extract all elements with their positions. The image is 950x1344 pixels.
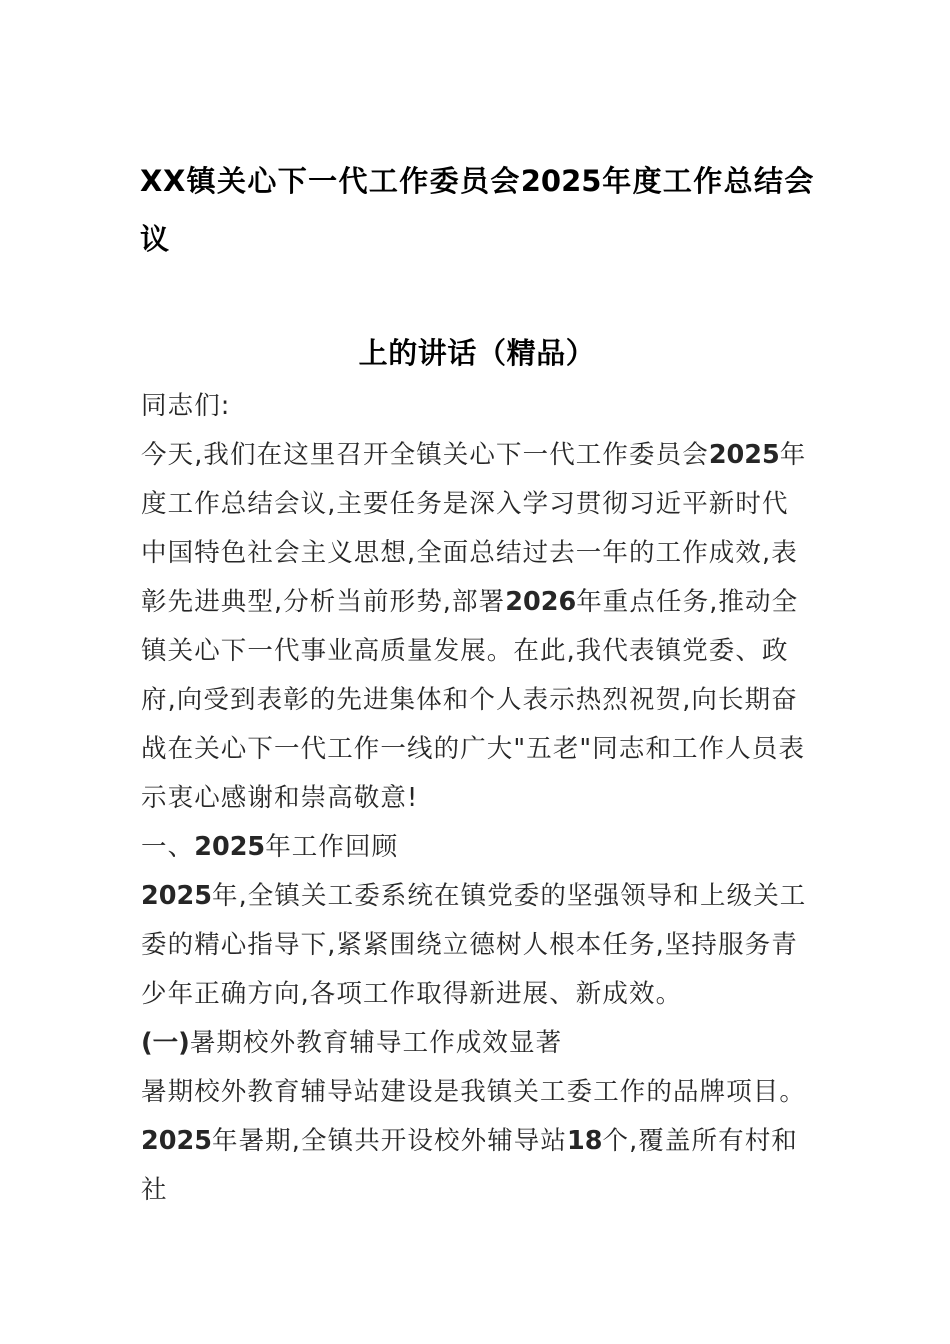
paragraph-summer-station-brand: 暑期校外教育辅导站建设是我镇关工委工作的品牌项目。 — [141, 1077, 807, 1107]
inline-number: 2025 — [520, 164, 602, 198]
heading-section-one: 一、2025年工作回顾 — [141, 832, 399, 862]
inline-number: 2026 — [505, 587, 577, 617]
title-line-secondary: 上的讲话（精品） — [358, 336, 596, 370]
inline-number: 18 — [567, 1126, 603, 1156]
title-line-primary: XX镇关心下一代工作委员会2025年度工作总结会议 — [140, 164, 814, 256]
paragraph-opening: 今天,我们在这里召开全镇关心下一代工作委员会2025年度工作总结会议,主要任务是深入学习贯彻习近平新时代中国特色社会主义思想,全面总结过去一年的工作成效,表彰先进典型,分析当前形势,部署2026年重点任务,推动全镇关心下一代事业高质量发展。在此,我代表镇党委、政府,向受到表彰的先进集体和个人表示热烈祝贺,向长期奋战在关心下一代工作一线的广大"五老"同志和工作人员表示衷心感谢和崇高敬意! — [141, 440, 807, 813]
salutation: 同志们: — [141, 391, 231, 421]
document-title — [140, 152, 814, 382]
inline-number: 2025 — [141, 1126, 212, 1156]
document-body — [141, 382, 813, 1215]
inline-number: 2025 — [141, 881, 212, 911]
paragraph-year-review: 2025年,全镇关工委系统在镇党委的坚强领导和上级关工委的精心指导下,紧紧围绕立德树人根本任务,坚持服务青少年正确方向,各项工作取得新进展、新成效。 — [141, 881, 807, 1009]
inline-number: 2025 — [194, 832, 266, 862]
paragraph-summer-station-count: 2025年暑期,全镇共开设校外辅导站18个,覆盖所有村和社 — [141, 1126, 798, 1205]
inline-number: 2025 — [708, 440, 780, 470]
heading-subsection-one: (一)暑期校外教育辅导工作成效显著 — [141, 1028, 563, 1058]
subsection-marker: (一) — [141, 1028, 190, 1058]
